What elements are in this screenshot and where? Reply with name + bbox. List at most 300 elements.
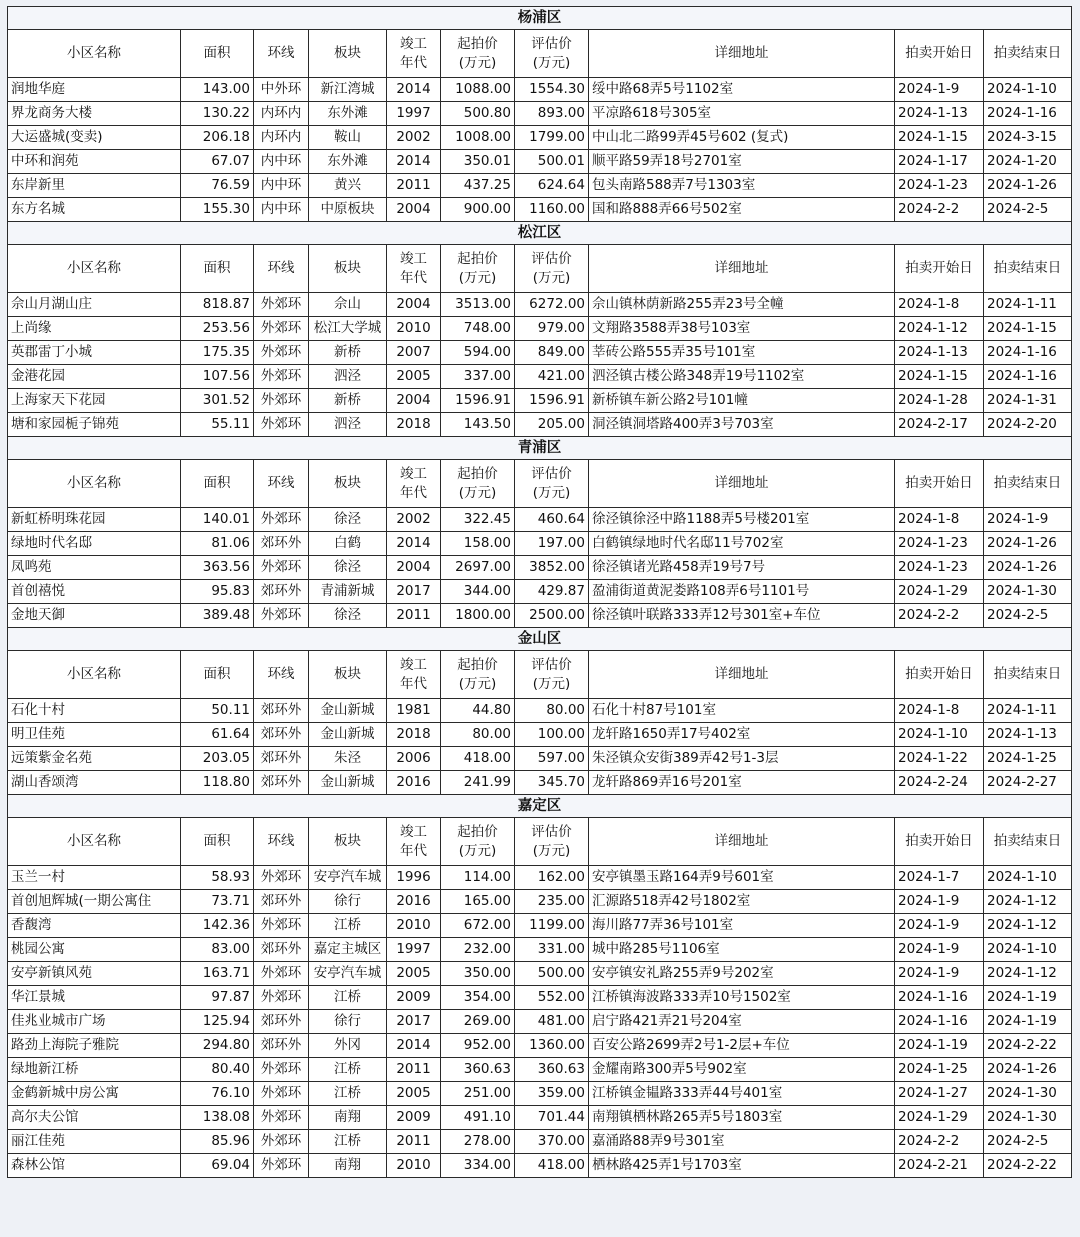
cell-address: 启宁路421弄21号204室 (589, 1010, 895, 1034)
auction-sheet (7, 6, 1071, 1178)
column-header-row (8, 30, 1072, 78)
cell-eval-price: 1199.00 (515, 914, 589, 938)
cell-start-date: 2024-2-21 (895, 1154, 984, 1178)
table-row (8, 1130, 1072, 1154)
cell-eval-price: 162.00 (515, 866, 589, 890)
cell-area: 138.08 (181, 1106, 254, 1130)
cell-end-date: 2024-1-19 (984, 986, 1072, 1010)
cell-block: 徐泾 (309, 604, 387, 628)
cell-eval-price: 429.87 (515, 580, 589, 604)
cell-ring: 中外环 (254, 78, 309, 102)
cell-block: 东外滩 (309, 102, 387, 126)
cell-block: 新桥 (309, 389, 387, 413)
cell-eval-price: 460.64 (515, 508, 589, 532)
district-title-row (8, 437, 1072, 460)
cell-area: 85.96 (181, 1130, 254, 1154)
cell-block: 新桥 (309, 341, 387, 365)
cell-block: 青浦新城 (309, 580, 387, 604)
cell-block: 中原板块 (309, 198, 387, 222)
cell-eval-price: 552.00 (515, 986, 589, 1010)
cell-start-price: 672.00 (441, 914, 515, 938)
cell-name: 丽江佳苑 (8, 1130, 181, 1154)
cell-start-price: 952.00 (441, 1034, 515, 1058)
cell-end-date: 2024-1-11 (984, 293, 1072, 317)
cell-year: 2004 (387, 198, 441, 222)
cell-name: 金鹤新城中房公寓 (8, 1082, 181, 1106)
cell-address: 盈浦街道黄泥娄路108弄6号1101号 (589, 580, 895, 604)
cell-start-price: 143.50 (441, 413, 515, 437)
cell-start-date: 2024-1-25 (895, 1058, 984, 1082)
cell-ring: 外郊环 (254, 317, 309, 341)
header-block: 板块 (309, 460, 387, 508)
cell-block: 金山新城 (309, 723, 387, 747)
cell-year: 2011 (387, 174, 441, 198)
cell-start-price: 251.00 (441, 1082, 515, 1106)
cell-end-date: 2024-1-15 (984, 317, 1072, 341)
auction-table-body (8, 7, 1072, 1178)
cell-name: 凤鸣苑 (8, 556, 181, 580)
cell-end-date: 2024-1-26 (984, 1058, 1072, 1082)
cell-eval-price: 359.00 (515, 1082, 589, 1106)
cell-start-price: 437.25 (441, 174, 515, 198)
cell-end-date: 2024-1-10 (984, 938, 1072, 962)
header-end-date: 拍卖结束日 (984, 30, 1072, 78)
cell-start-price: 1008.00 (441, 126, 515, 150)
cell-end-date: 2024-2-20 (984, 413, 1072, 437)
cell-year: 2005 (387, 365, 441, 389)
cell-end-date: 2024-1-16 (984, 341, 1072, 365)
cell-year: 2005 (387, 962, 441, 986)
cell-start-price: 350.01 (441, 150, 515, 174)
cell-year: 2010 (387, 317, 441, 341)
cell-name: 东方名城 (8, 198, 181, 222)
cell-name: 大运盛城(变卖) (8, 126, 181, 150)
table-row (8, 389, 1072, 413)
cell-end-date: 2024-2-22 (984, 1034, 1072, 1058)
cell-start-price: 1596.91 (441, 389, 515, 413)
cell-address: 徐泾镇诸光路458弄19号7号 (589, 556, 895, 580)
cell-address: 新桥镇车新公路2号101幢 (589, 389, 895, 413)
cell-ring: 外郊环 (254, 389, 309, 413)
header-block: 板块 (309, 30, 387, 78)
cell-block: 泗泾 (309, 365, 387, 389)
cell-address: 安亭镇安礼路255弄9号202室 (589, 962, 895, 986)
cell-area: 50.11 (181, 699, 254, 723)
cell-name: 金港花园 (8, 365, 181, 389)
cell-area: 125.94 (181, 1010, 254, 1034)
table-row (8, 532, 1072, 556)
cell-start-date: 2024-1-27 (895, 1082, 984, 1106)
cell-name: 湖山香颂湾 (8, 771, 181, 795)
cell-year: 2004 (387, 389, 441, 413)
header-address: 详细地址 (589, 460, 895, 508)
cell-block: 江桥 (309, 986, 387, 1010)
cell-start-price: 3513.00 (441, 293, 515, 317)
cell-start-date: 2024-1-7 (895, 866, 984, 890)
cell-start-price: 360.63 (441, 1058, 515, 1082)
table-row (8, 1154, 1072, 1178)
cell-address: 栖林路425弄1号1703室 (589, 1154, 895, 1178)
header-start-price: 起拍价 (万元) (441, 245, 515, 293)
cell-address: 白鹤镇绿地时代名邸11号702室 (589, 532, 895, 556)
header-name: 小区名称 (8, 460, 181, 508)
district-title-row (8, 628, 1072, 651)
cell-name: 明卫佳苑 (8, 723, 181, 747)
cell-ring: 外郊环 (254, 962, 309, 986)
district-title: 松江区 (8, 222, 1072, 245)
table-row (8, 604, 1072, 628)
cell-area: 130.22 (181, 102, 254, 126)
cell-start-date: 2024-1-8 (895, 508, 984, 532)
cell-eval-price: 893.00 (515, 102, 589, 126)
cell-eval-price: 360.63 (515, 1058, 589, 1082)
auction-table (7, 6, 1072, 1178)
header-year: 竣工 年代 (387, 30, 441, 78)
cell-eval-price: 500.01 (515, 150, 589, 174)
header-address: 详细地址 (589, 245, 895, 293)
table-row (8, 198, 1072, 222)
table-row (8, 986, 1072, 1010)
cell-eval-price: 205.00 (515, 413, 589, 437)
cell-area: 142.36 (181, 914, 254, 938)
table-row (8, 556, 1072, 580)
cell-start-price: 44.80 (441, 699, 515, 723)
cell-area: 69.04 (181, 1154, 254, 1178)
cell-start-date: 2024-1-29 (895, 1106, 984, 1130)
cell-start-price: 165.00 (441, 890, 515, 914)
cell-year: 2009 (387, 986, 441, 1010)
cell-name: 高尔夫公馆 (8, 1106, 181, 1130)
cell-ring: 外郊环 (254, 341, 309, 365)
cell-block: 江桥 (309, 1082, 387, 1106)
table-row (8, 580, 1072, 604)
cell-year: 2002 (387, 508, 441, 532)
column-header-row (8, 245, 1072, 293)
cell-ring: 郊环外 (254, 699, 309, 723)
header-block: 板块 (309, 245, 387, 293)
cell-eval-price: 235.00 (515, 890, 589, 914)
cell-start-date: 2024-2-2 (895, 1130, 984, 1154)
column-header-row (8, 460, 1072, 508)
cell-end-date: 2024-1-26 (984, 532, 1072, 556)
cell-start-price: 748.00 (441, 317, 515, 341)
cell-end-date: 2024-1-30 (984, 580, 1072, 604)
cell-ring: 郊环外 (254, 771, 309, 795)
cell-start-price: 594.00 (441, 341, 515, 365)
cell-address: 城中路285号1106室 (589, 938, 895, 962)
cell-eval-price: 2500.00 (515, 604, 589, 628)
cell-block: 安亭汽车城 (309, 962, 387, 986)
cell-start-date: 2024-1-9 (895, 890, 984, 914)
cell-area: 301.52 (181, 389, 254, 413)
district-title-row (8, 795, 1072, 818)
cell-start-date: 2024-1-9 (895, 914, 984, 938)
table-row (8, 1058, 1072, 1082)
cell-start-price: 158.00 (441, 532, 515, 556)
cell-start-price: 491.10 (441, 1106, 515, 1130)
cell-end-date: 2024-3-15 (984, 126, 1072, 150)
cell-ring: 外郊环 (254, 293, 309, 317)
cell-block: 南翔 (309, 1106, 387, 1130)
cell-end-date: 2024-1-19 (984, 1010, 1072, 1034)
cell-eval-price: 1596.91 (515, 389, 589, 413)
cell-start-date: 2024-1-9 (895, 938, 984, 962)
cell-eval-price: 421.00 (515, 365, 589, 389)
cell-eval-price: 6272.00 (515, 293, 589, 317)
cell-start-date: 2024-2-24 (895, 771, 984, 795)
header-start-date: 拍卖开始日 (895, 651, 984, 699)
cell-start-price: 418.00 (441, 747, 515, 771)
header-year: 竣工 年代 (387, 460, 441, 508)
cell-ring: 郊环外 (254, 747, 309, 771)
cell-address: 朱泾镇众安街389弄42号1-3层 (589, 747, 895, 771)
cell-year: 2004 (387, 556, 441, 580)
cell-start-date: 2024-1-19 (895, 1034, 984, 1058)
cell-name: 首创旭辉城(一期公寓住 (8, 890, 181, 914)
table-row (8, 508, 1072, 532)
header-year: 竣工 年代 (387, 245, 441, 293)
header-name: 小区名称 (8, 30, 181, 78)
cell-start-date: 2024-1-28 (895, 389, 984, 413)
cell-area: 55.11 (181, 413, 254, 437)
cell-area: 175.35 (181, 341, 254, 365)
cell-end-date: 2024-1-16 (984, 102, 1072, 126)
cell-ring: 外郊环 (254, 1130, 309, 1154)
header-start-price: 起拍价 (万元) (441, 818, 515, 866)
header-year: 竣工 年代 (387, 818, 441, 866)
cell-start-price: 232.00 (441, 938, 515, 962)
cell-area: 107.56 (181, 365, 254, 389)
cell-end-date: 2024-1-10 (984, 78, 1072, 102)
cell-eval-price: 418.00 (515, 1154, 589, 1178)
cell-year: 2017 (387, 580, 441, 604)
cell-address: 国和路888弄66号502室 (589, 198, 895, 222)
cell-start-price: 337.00 (441, 365, 515, 389)
cell-area: 203.05 (181, 747, 254, 771)
cell-year: 2009 (387, 1106, 441, 1130)
cell-start-price: 241.99 (441, 771, 515, 795)
cell-end-date: 2024-1-26 (984, 556, 1072, 580)
cell-name: 绿地时代名邸 (8, 532, 181, 556)
cell-ring: 郊环外 (254, 1010, 309, 1034)
cell-eval-price: 1160.00 (515, 198, 589, 222)
cell-address: 绥中路68弄5号1102室 (589, 78, 895, 102)
table-row (8, 1106, 1072, 1130)
cell-year: 2011 (387, 1130, 441, 1154)
cell-area: 253.56 (181, 317, 254, 341)
cell-block: 徐行 (309, 890, 387, 914)
cell-block: 金山新城 (309, 771, 387, 795)
cell-end-date: 2024-1-16 (984, 365, 1072, 389)
cell-start-date: 2024-1-23 (895, 174, 984, 198)
cell-start-date: 2024-1-16 (895, 986, 984, 1010)
district-title: 嘉定区 (8, 795, 1072, 818)
cell-name: 安亭新镇风苑 (8, 962, 181, 986)
cell-start-date: 2024-1-10 (895, 723, 984, 747)
cell-name: 新虹桥明珠花园 (8, 508, 181, 532)
cell-address: 安亭镇墨玉路164弄9号601室 (589, 866, 895, 890)
table-row (8, 102, 1072, 126)
cell-block: 南翔 (309, 1154, 387, 1178)
cell-start-date: 2024-1-23 (895, 532, 984, 556)
cell-block: 白鹤 (309, 532, 387, 556)
cell-eval-price: 624.64 (515, 174, 589, 198)
cell-area: 83.00 (181, 938, 254, 962)
cell-area: 294.80 (181, 1034, 254, 1058)
cell-end-date: 2024-1-13 (984, 723, 1072, 747)
cell-start-price: 334.00 (441, 1154, 515, 1178)
header-area: 面积 (181, 818, 254, 866)
header-area: 面积 (181, 245, 254, 293)
header-area: 面积 (181, 30, 254, 78)
cell-year: 2014 (387, 78, 441, 102)
district-title: 青浦区 (8, 437, 1072, 460)
cell-address: 龙轩路1650弄17号402室 (589, 723, 895, 747)
header-start-date: 拍卖开始日 (895, 460, 984, 508)
cell-ring: 郊环外 (254, 890, 309, 914)
cell-address: 平凉路618号305室 (589, 102, 895, 126)
header-ring: 环线 (254, 818, 309, 866)
table-row (8, 771, 1072, 795)
table-row (8, 699, 1072, 723)
cell-name: 首创禧悦 (8, 580, 181, 604)
cell-area: 61.64 (181, 723, 254, 747)
cell-block: 东外滩 (309, 150, 387, 174)
cell-start-price: 80.00 (441, 723, 515, 747)
cell-end-date: 2024-1-12 (984, 890, 1072, 914)
cell-start-price: 1088.00 (441, 78, 515, 102)
cell-start-date: 2024-1-13 (895, 341, 984, 365)
cell-address: 文翔路3588弄38号103室 (589, 317, 895, 341)
cell-end-date: 2024-2-5 (984, 1130, 1072, 1154)
cell-block: 徐行 (309, 1010, 387, 1034)
cell-ring: 郊环外 (254, 532, 309, 556)
cell-name: 上尚缘 (8, 317, 181, 341)
cell-address: 百安公路2699弄2号1-2层+车位 (589, 1034, 895, 1058)
header-ring: 环线 (254, 30, 309, 78)
cell-block: 嘉定主城区 (309, 938, 387, 962)
cell-block: 新江湾城 (309, 78, 387, 102)
cell-eval-price: 1799.00 (515, 126, 589, 150)
cell-year: 2002 (387, 126, 441, 150)
district-title: 杨浦区 (8, 7, 1072, 30)
cell-area: 80.40 (181, 1058, 254, 1082)
cell-start-date: 2024-1-15 (895, 365, 984, 389)
header-area: 面积 (181, 460, 254, 508)
header-eval-price: 评估价 (万元) (515, 651, 589, 699)
cell-address: 徐泾镇徐泾中路1188弄5号楼201室 (589, 508, 895, 532)
cell-ring: 外郊环 (254, 556, 309, 580)
cell-block: 鞍山 (309, 126, 387, 150)
cell-ring: 外郊环 (254, 413, 309, 437)
cell-address: 洞泾镇洞塔路400弄3号703室 (589, 413, 895, 437)
table-row (8, 150, 1072, 174)
cell-block: 泗泾 (309, 413, 387, 437)
cell-year: 1981 (387, 699, 441, 723)
header-end-date: 拍卖结束日 (984, 818, 1072, 866)
cell-ring: 内中环 (254, 150, 309, 174)
header-end-date: 拍卖结束日 (984, 460, 1072, 508)
header-start-price: 起拍价 (万元) (441, 30, 515, 78)
cell-name: 上海家天下花园 (8, 389, 181, 413)
cell-eval-price: 701.44 (515, 1106, 589, 1130)
table-row (8, 747, 1072, 771)
cell-year: 2014 (387, 150, 441, 174)
cell-year: 2016 (387, 890, 441, 914)
table-row (8, 317, 1072, 341)
cell-area: 76.10 (181, 1082, 254, 1106)
cell-start-price: 900.00 (441, 198, 515, 222)
cell-area: 67.07 (181, 150, 254, 174)
cell-address: 汇源路518弄42号1802室 (589, 890, 895, 914)
header-ring: 环线 (254, 460, 309, 508)
cell-end-date: 2024-1-30 (984, 1082, 1072, 1106)
cell-area: 155.30 (181, 198, 254, 222)
cell-address: 金耀南路300弄5号902室 (589, 1058, 895, 1082)
cell-name: 中环和润苑 (8, 150, 181, 174)
cell-address: 南翔镇栖林路265弄5号1803室 (589, 1106, 895, 1130)
cell-name: 玉兰一村 (8, 866, 181, 890)
cell-eval-price: 500.00 (515, 962, 589, 986)
cell-block: 江桥 (309, 1058, 387, 1082)
column-header-row (8, 651, 1072, 699)
header-address: 详细地址 (589, 818, 895, 866)
cell-ring: 内中环 (254, 198, 309, 222)
cell-area: 58.93 (181, 866, 254, 890)
cell-ring: 内中环 (254, 174, 309, 198)
cell-name: 东岸新里 (8, 174, 181, 198)
table-row (8, 938, 1072, 962)
cell-start-date: 2024-1-17 (895, 150, 984, 174)
district-title-row (8, 7, 1072, 30)
cell-end-date: 2024-1-11 (984, 699, 1072, 723)
table-row (8, 1010, 1072, 1034)
cell-start-price: 2697.00 (441, 556, 515, 580)
cell-eval-price: 100.00 (515, 723, 589, 747)
cell-name: 远策紫金名苑 (8, 747, 181, 771)
cell-block: 徐泾 (309, 508, 387, 532)
cell-start-date: 2024-1-29 (895, 580, 984, 604)
cell-name: 香馥湾 (8, 914, 181, 938)
table-row (8, 890, 1072, 914)
header-address: 详细地址 (589, 651, 895, 699)
cell-year: 2014 (387, 532, 441, 556)
header-start-price: 起拍价 (万元) (441, 460, 515, 508)
header-end-date: 拍卖结束日 (984, 651, 1072, 699)
table-row (8, 174, 1072, 198)
cell-year: 2007 (387, 341, 441, 365)
cell-start-price: 114.00 (441, 866, 515, 890)
header-ring: 环线 (254, 651, 309, 699)
district-title-row (8, 222, 1072, 245)
cell-end-date: 2024-1-25 (984, 747, 1072, 771)
cell-address: 龙轩路869弄16号201室 (589, 771, 895, 795)
cell-block: 金山新城 (309, 699, 387, 723)
header-year: 竣工 年代 (387, 651, 441, 699)
cell-name: 桃园公寓 (8, 938, 181, 962)
cell-ring: 外郊环 (254, 365, 309, 389)
cell-start-date: 2024-1-16 (895, 1010, 984, 1034)
cell-address: 江桥镇海波路333弄10号1502室 (589, 986, 895, 1010)
cell-end-date: 2024-1-30 (984, 1106, 1072, 1130)
cell-end-date: 2024-2-5 (984, 198, 1072, 222)
cell-address: 海川路77弄36号101室 (589, 914, 895, 938)
cell-block: 安亭汽车城 (309, 866, 387, 890)
table-row (8, 1082, 1072, 1106)
cell-area: 143.00 (181, 78, 254, 102)
cell-eval-price: 345.70 (515, 771, 589, 795)
header-eval-price: 评估价 (万元) (515, 460, 589, 508)
